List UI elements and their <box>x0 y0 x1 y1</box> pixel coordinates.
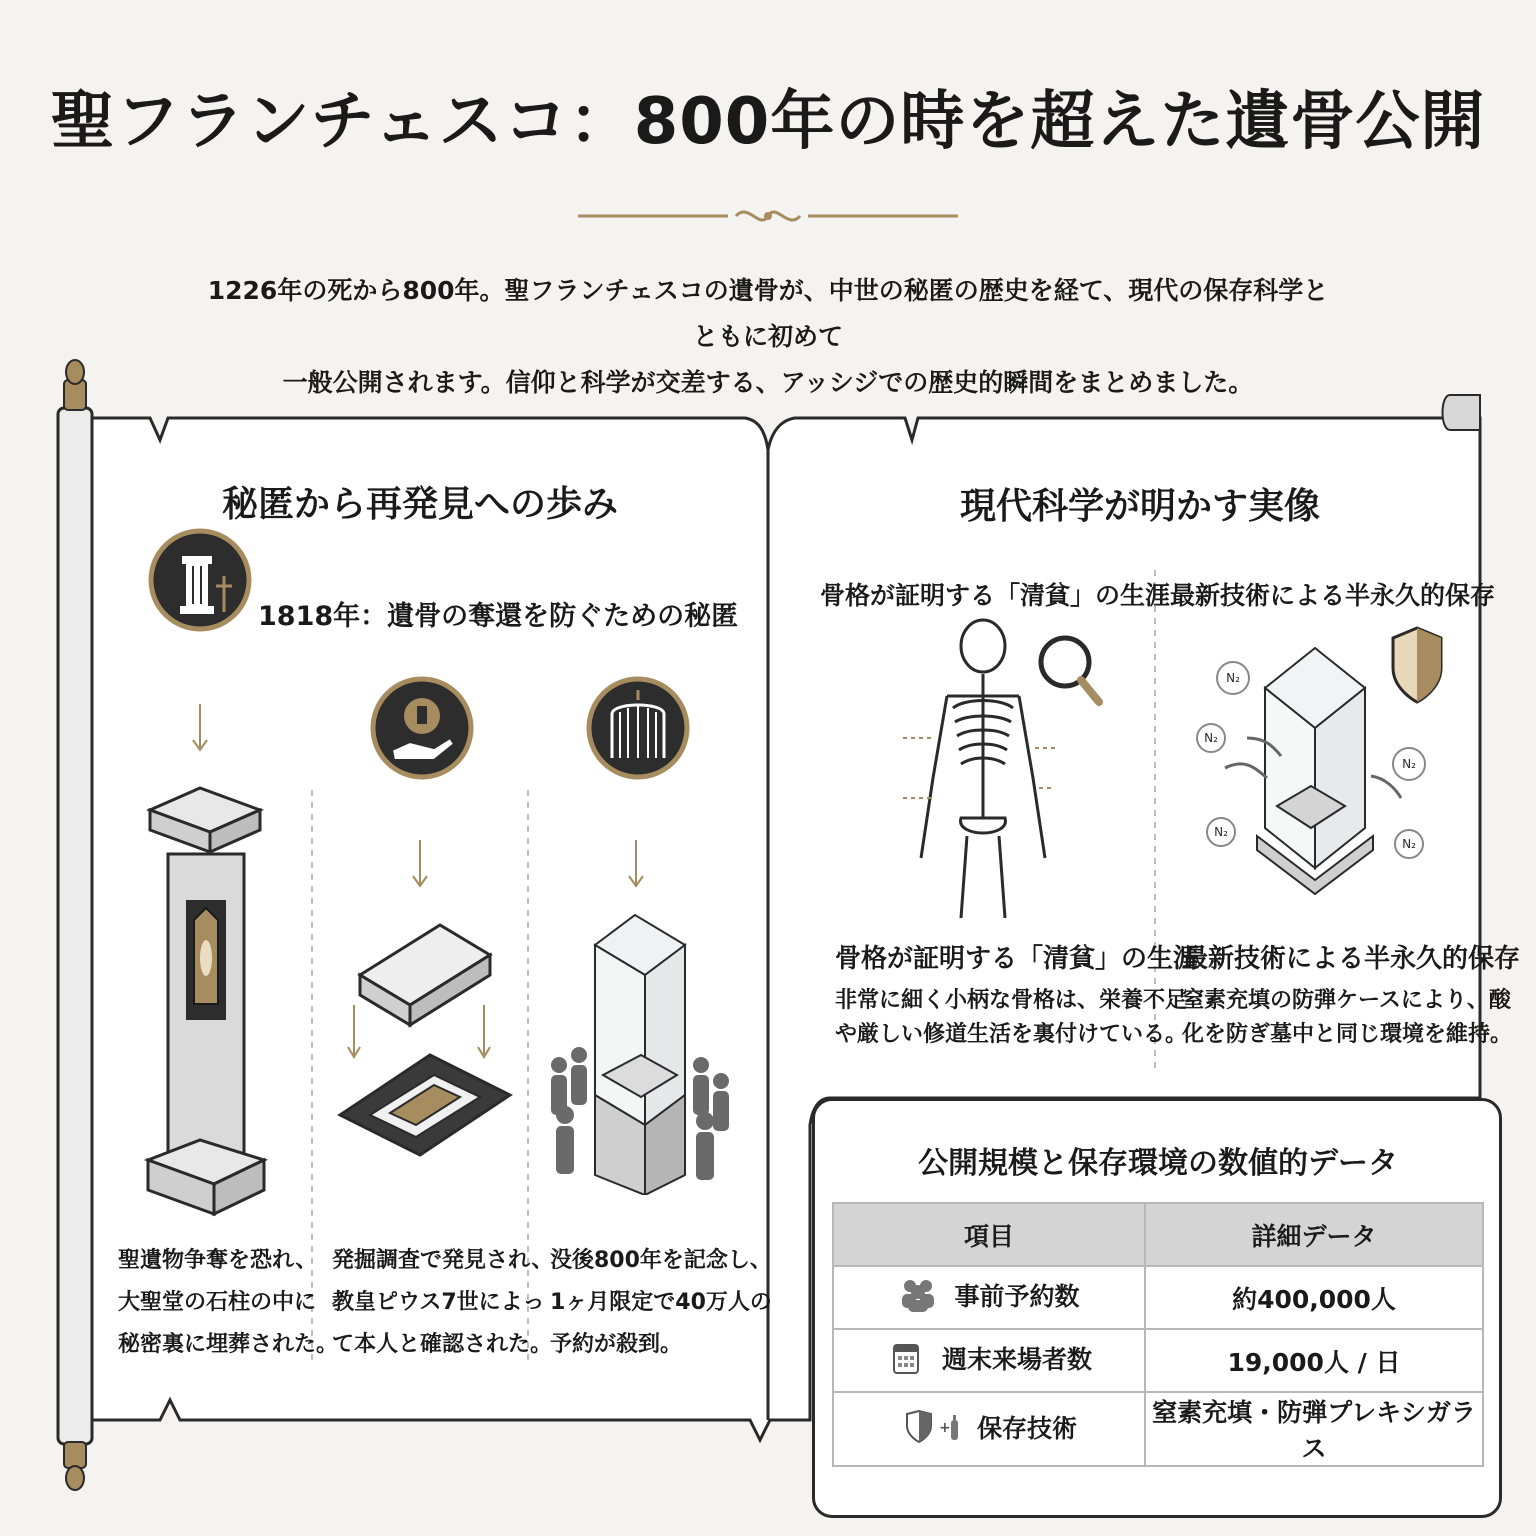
step2-line-2: 教皇ピウス7世によっ <box>332 1290 545 1315</box>
column-header-item: 項目 <box>833 1203 1145 1266</box>
arrow-down-icon <box>626 840 646 890</box>
skeleton-illustration <box>895 618 1105 918</box>
pillar-illustration <box>140 780 270 1220</box>
n2-label: N₂ <box>1214 825 1228 839</box>
right-panel-title: 現代科学が明かす実像 <box>959 486 1320 527</box>
svg-text:+: + <box>938 1419 951 1436</box>
step2-text <box>332 1240 553 1366</box>
people-icon <box>898 1278 938 1318</box>
arrow-down-icon <box>190 704 210 754</box>
step3-text <box>550 1240 772 1366</box>
step1-text <box>118 1240 338 1366</box>
skeleton-caption-line-2: や厳しい修道生活を裏付けている。 <box>835 1022 1188 1047</box>
preservation-caption-title: 最新技術による半永久的保存 <box>1182 944 1521 974</box>
n2-label: N₂ <box>1226 671 1240 685</box>
table-row <box>833 1266 1483 1329</box>
skeleton-subtitle: 骨格が証明する「清貧」の生涯 <box>820 581 1171 610</box>
step1-line-3: 秘密裏に埋葬された。 <box>118 1332 339 1357</box>
step3-line-1: 没後800年を記念し、 <box>550 1248 772 1273</box>
step1-line-2: 大聖堂の石柱の中に <box>118 1290 317 1315</box>
skeleton-caption-body <box>835 984 1187 1052</box>
column-header-detail: 詳細データ <box>1145 1203 1483 1266</box>
preservation-case-illustration <box>1195 618 1445 918</box>
preservation-caption-line-2: 化を防ぎ墓中と同じ環境を維持。 <box>1182 1022 1513 1047</box>
n2-label: N₂ <box>1204 731 1218 745</box>
table-cell-value: 約400,000人 <box>1145 1266 1483 1329</box>
row-item-label: 保存技術 <box>976 1413 1077 1443</box>
table-header-row <box>833 1203 1483 1266</box>
left-panel-title: 秘匿から再発見への歩み <box>221 484 618 525</box>
row-item-label: 事前予約数 <box>954 1282 1080 1311</box>
preservation-caption-body <box>1182 984 1512 1052</box>
shield-gas-icon <box>901 1410 961 1450</box>
calendar-icon <box>886 1341 926 1381</box>
arrow-down-icon <box>410 840 430 890</box>
table-cell-item <box>833 1392 1145 1466</box>
page-title: 聖フランチェスコ：800年の時を超えた遺骨公開 <box>50 85 1486 159</box>
table-row <box>833 1392 1483 1466</box>
skeleton-caption-line-1: 非常に細く小柄な骨格は、栄養不足 <box>835 988 1188 1013</box>
data-table <box>832 1202 1484 1467</box>
table-cell-item <box>833 1266 1145 1329</box>
step2-line-3: て本人と確認された。 <box>332 1332 553 1357</box>
preservation-subtitle: 最新技術による半永久的保存 <box>1170 581 1496 610</box>
table-cell-item <box>833 1329 1145 1392</box>
seal-hand-icon <box>370 676 474 780</box>
preservation-caption-line-1: 窒素充填の防弾ケースにより、酸 <box>1182 988 1511 1013</box>
gate-icon <box>586 676 690 780</box>
glass-case-crowd-illustration <box>545 905 735 1195</box>
n2-label: N₂ <box>1402 757 1416 771</box>
table-cell-value: 窒素充填・防弾プレキシガラス <box>1145 1392 1483 1466</box>
skeleton-caption-title: 骨格が証明する「清貧」の生涯 <box>835 944 1200 974</box>
table-cell-value: 19,000人 / 日 <box>1145 1329 1483 1392</box>
table-row <box>833 1329 1483 1392</box>
excavation-illustration <box>330 915 520 1175</box>
step1-heading: 1818年：遺骨の奪還を防ぐための秘匿 <box>258 601 739 632</box>
n2-label: N₂ <box>1402 837 1416 851</box>
row-item-label: 週末来場者数 <box>941 1345 1092 1374</box>
step3-line-2: 1ヶ月限定で40万人の <box>550 1290 772 1315</box>
step2-line-1: 発掘調査で発見され、 <box>332 1248 554 1273</box>
intro-line-2: 一般公開されます。信仰と科学が交差する、アッシジでの歴史的瞬間をまとめました。 <box>282 368 1254 397</box>
step1-line-1: 聖遺物争奪を恐れ、 <box>118 1248 318 1273</box>
data-panel-title: 公開規模と保存環境の数値的データ <box>918 1146 1398 1181</box>
pillar-icon <box>148 528 252 632</box>
intro-line-1: 1226年の死から800年。聖フランチェスコの遺骨が、中世の秘匿の歴史を経て、現代の保存科学とともに初めて <box>207 276 1329 351</box>
step3-line-3: 予約が殺到。 <box>550 1332 683 1357</box>
